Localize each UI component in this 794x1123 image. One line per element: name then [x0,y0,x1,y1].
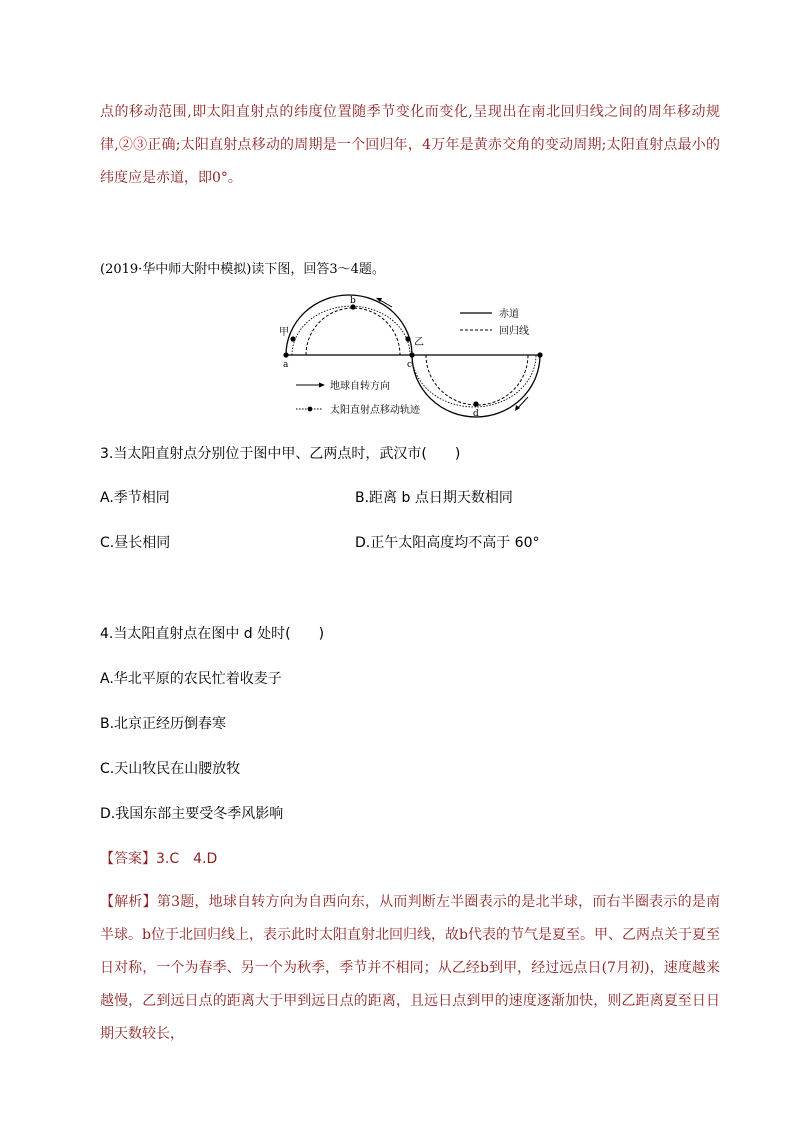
label-yi: 乙 [414,337,424,348]
sun-track-figure [270,285,580,425]
point-jia [290,336,295,341]
legend-track-label: 太阳直射点移动轨迹 [330,405,420,416]
top-paragraph-highlight: ②③ [118,137,148,153]
top-paragraph-part1: 点的移动范围,即太阳直射点的纬度位置随季节变化而变化,呈现出在南北回归线之间的周年移动规律, [100,104,720,153]
top-paragraph [100,96,720,195]
tropic-arc-south [426,355,528,405]
question-3-option-d: D.正午太阳高度均不高于 60° [355,535,540,551]
question-4-option-c: C.天山牧民在山腰放牧 [100,761,241,777]
top-paragraph-part2: 正确;太阳直射点移动的周期是一个回归年，4万年是黄赤交角的变动周期;太阳直射点最小的纬度应是赤道，即0°。 [100,137,721,186]
answer-line [100,848,217,868]
analysis-text: 第3题，地球自转方向为自西向东，从而判断左半圈表示的是北半球，而右半圈表示的是南半球。b位于北回归线上，表示此时太阳直射北回归线，故b代表的节气是夏至。甲、乙两点关于夏至日对称，一个为春季、另一个为秋季，季节并不相同；从乙经b到甲，经过远点日(7月初)，速度越来越慢，乙到远日点的距离大于甲到远日点的距离，且远日点到甲的速度逐渐加快，则乙距离夏至日日期天数较长， [100,894,721,1042]
legend-equator-label: 赤道 [499,309,519,320]
question-3-stem: 3.当太阳直射点分别位于图中甲、乙两点时，武汉市( ) [100,446,461,462]
analysis-paragraph [100,886,720,1051]
legend-rotation-arrow [296,383,325,388]
question-4-option-b: B.北京正经历倒春寒 [100,716,227,732]
legend-track-symbol [296,407,322,412]
sun-track-north [292,306,410,355]
point-d [473,401,478,406]
equator-arc-south [412,355,540,417]
analysis-tag: 【解析】 [100,894,157,910]
question-4-option-a: A.华北平原的农民忙着收麦子 [100,671,282,687]
legend-tropic-label: 回归线 [499,326,529,337]
question-4-option-d: D.我国东部主要受冬季风影响 [100,806,284,822]
question-3-option-c: C.昼长相同 [100,535,171,551]
label-c: c [407,360,413,370]
point-c [409,352,414,357]
question-intro: (2019·华中师大附中模拟)读下图，回答3～4题。 [100,262,385,277]
question-3-option-a: A.季节相同 [100,490,170,506]
answer-tag: 【答案】 [100,851,156,867]
label-d: d [473,409,479,419]
answer-text: 3.C 4.D [156,851,218,867]
point-right-end [537,352,542,357]
point-yi [405,336,410,341]
tropic-arc-north [306,308,400,355]
label-a: a [283,360,289,370]
legend-rotation-label: 地球自转方向 [330,381,390,392]
label-jia: 甲 [279,327,289,338]
question-4-stem: 4.当太阳直射点在图中 d 处时( ) [100,626,325,642]
question-3-option-b: B.距离 b 点日期天数相同 [355,490,513,506]
point-a [283,352,288,357]
label-b: b [350,296,356,306]
